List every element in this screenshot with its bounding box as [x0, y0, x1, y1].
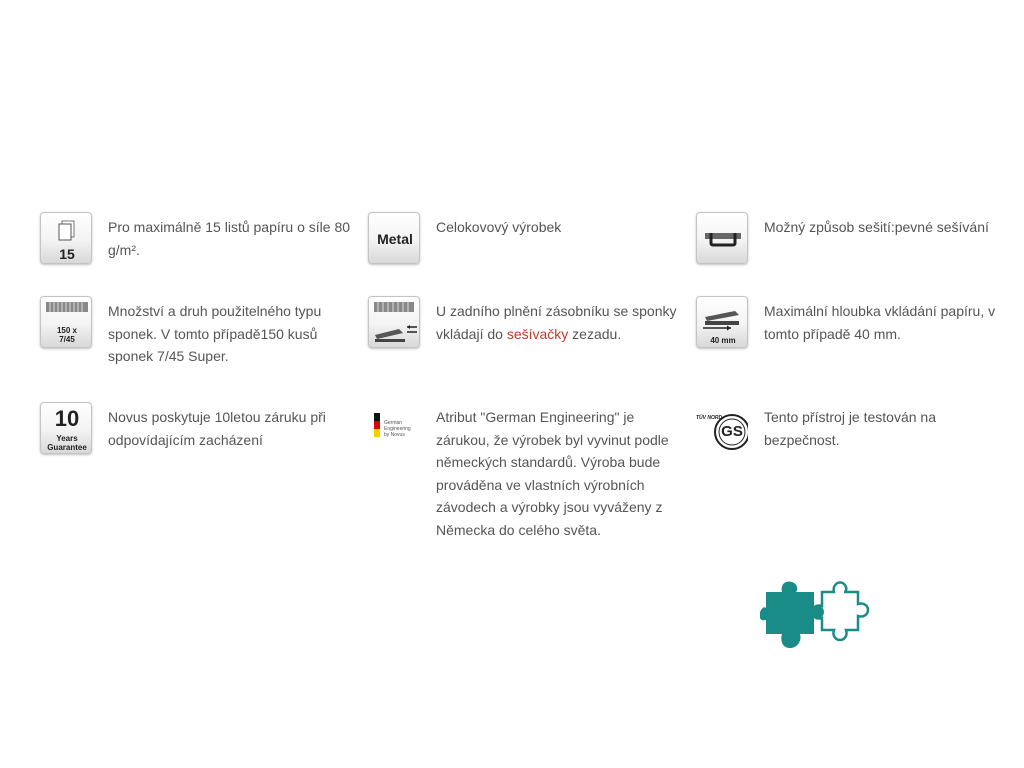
puzzle-icon [760, 578, 884, 654]
rear-loading-icon [368, 296, 420, 348]
feature-text: Možný způsob sešití:pevné sešívání [764, 219, 989, 235]
feature-text: Celokovový výrobek [436, 219, 562, 235]
staples-icon: 150 x 7/45 [40, 296, 92, 348]
feature-text: Novus poskytuje 10letou záruku při odpovídajícím zacházení [108, 409, 326, 448]
tuv-gs-icon: TÜV NORD GS [696, 402, 748, 454]
insertion-depth-icon: 40 mm [696, 296, 748, 348]
feature-text: Pro maximálně 15 listů papíru o síle 80 g/m². [108, 219, 351, 258]
guarantee-icon: 10 Years Guarantee [40, 402, 92, 454]
german-flag-icon: German Engineering by Novus [368, 402, 420, 454]
feature-text: Množství a druh použitelného typu sponek. V tomto případě150 kusů sponek 7/45 Super. [108, 303, 322, 364]
closed-staple-icon [696, 212, 748, 264]
feature-text: Tento přístroj je testován na bezpečnost. [764, 409, 936, 448]
feature-text: Atribut "German Engineering" je zárukou, že výrobek byl vyvinut podle německých standardů. Výroba bude prováděna ve vlastních výrobních závodech a výrobky jsou vyváženy z Německa do celého světa. [436, 409, 669, 538]
staplers-link[interactable]: sešívačky [506, 325, 569, 342]
metal-icon: Metal [368, 212, 420, 264]
paper-stack-icon: 15 [40, 212, 92, 264]
feature-text: U zadního plnění zásobníku se sponky vkládají do sešívačky zezadu. [436, 303, 677, 342]
feature-text: Maximální hloubka vkládání papíru, v tomto případě 40 mm. [764, 303, 996, 342]
